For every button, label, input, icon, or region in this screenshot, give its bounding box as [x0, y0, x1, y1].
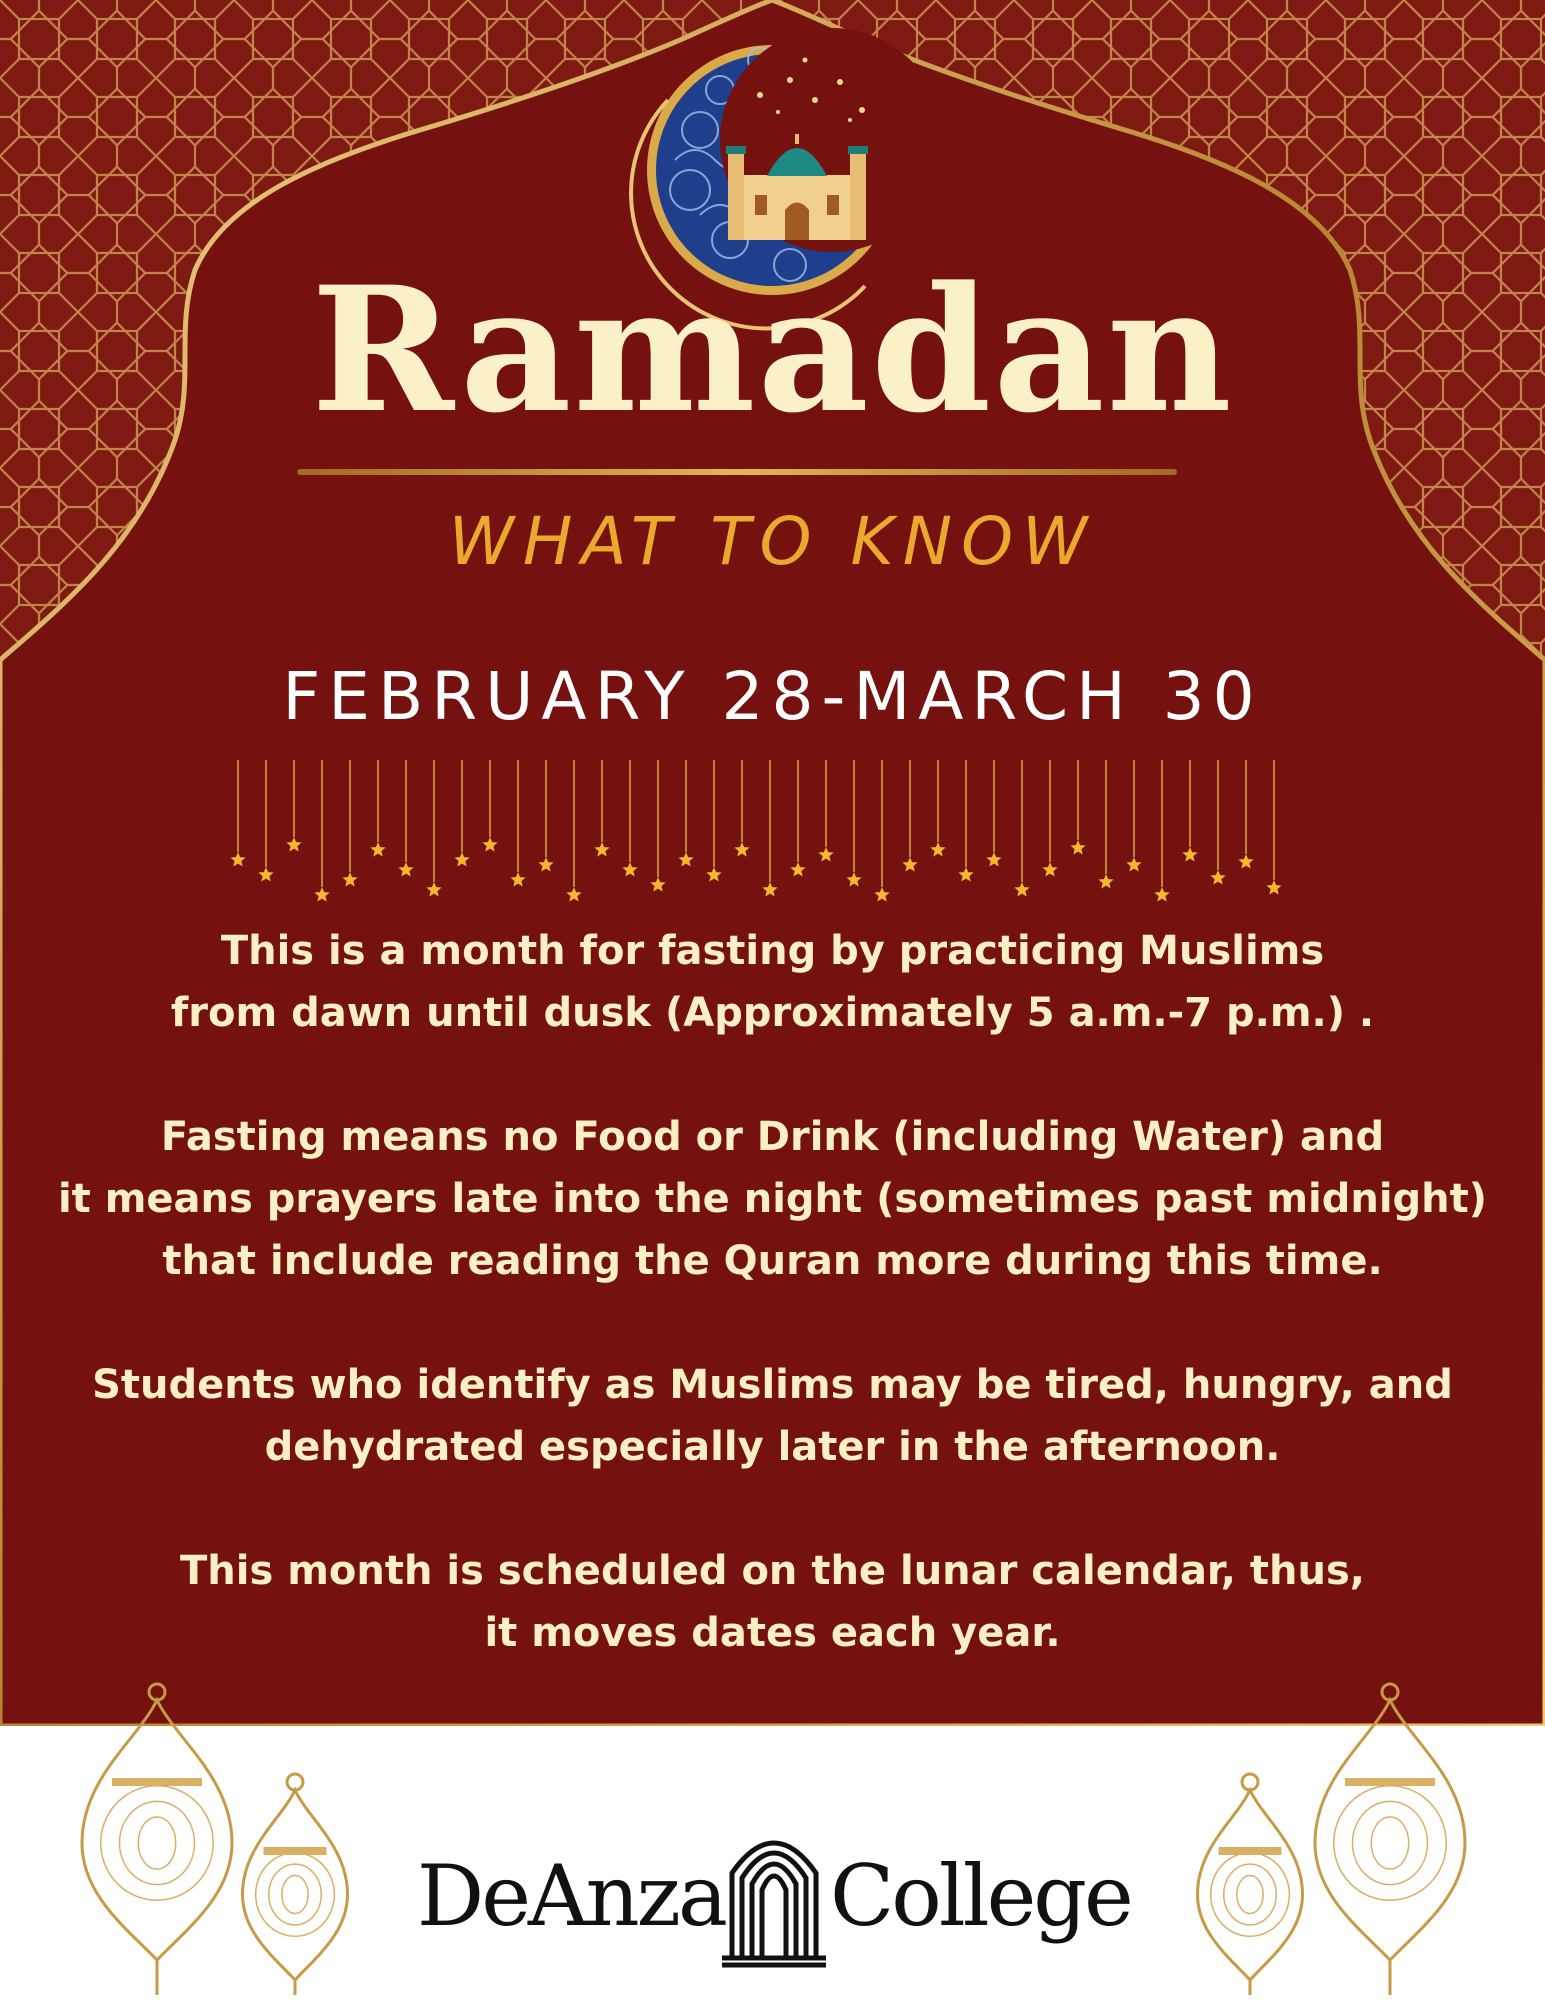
paragraph-fasting-means — [0, 1106, 1545, 1292]
logo-text-college: College — [830, 1847, 1131, 1945]
paragraph-line: from dawn until dusk (Approximately 5 a.m.-7 p.m.) . — [170, 990, 1375, 1036]
date-range: FEBRUARY 28-MARCH 30 — [282, 658, 1263, 735]
deanza-college-logo — [0, 1818, 1545, 1968]
paragraph-line: it moves dates each year. — [484, 1610, 1061, 1656]
paragraph-line: This month is scheduled on the lunar calendar, thus, — [180, 1548, 1365, 1594]
paragraph-line: that include reading the Quran more during this time. — [162, 1238, 1383, 1284]
paragraph-line: Fasting means no Food or Drink (including Water) and — [160, 1114, 1385, 1160]
paragraph-line: dehydrated especially later in the afternoon. — [264, 1424, 1281, 1470]
arch-logo-icon — [722, 1818, 826, 1968]
info-paragraphs — [0, 920, 1545, 1726]
page-title: Ramadan — [311, 248, 1234, 451]
paragraph-line: This is a month for fasting by practicing Muslims — [220, 928, 1325, 974]
paragraph-line: Students who identify as Muslims may be tired, hungry, and — [92, 1362, 1453, 1408]
paragraph-students — [0, 1354, 1545, 1478]
paragraph-line: it means prayers late into the night (sometimes past midnight) — [57, 1176, 1488, 1222]
logo-text-deanza: DeAnza — [416, 1847, 725, 1945]
paragraph-fasting-month — [0, 920, 1545, 1044]
paragraph-lunar-calendar — [0, 1540, 1545, 1664]
subtitle: WHAT TO KNOW — [448, 503, 1097, 580]
